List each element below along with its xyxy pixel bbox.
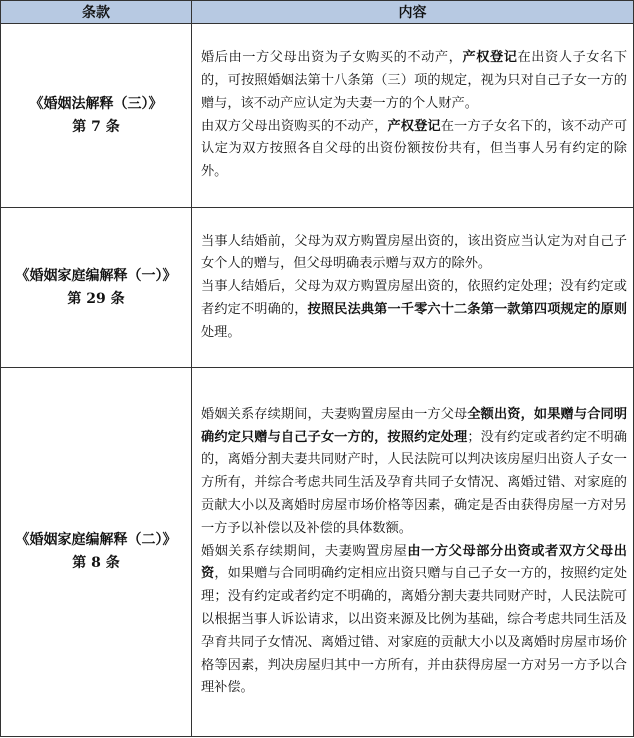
paragraph-text: 处理。 — [201, 324, 241, 340]
content-cell — [192, 24, 634, 208]
header-clause: 条款 — [1, 1, 192, 24]
emphasis-text: 产权登记 — [462, 50, 518, 66]
paragraph-text: ；没有约定或者约定不明确的，离婚分割夫妻共同财产时，人民法院可以判决该房屋归出资人子女一方所有，并综合考虑共同生活及孕育共同子女情况、离婚过错、对家庭的贡献大小以及离婚时房屋市场价格等因素，确定是否由获得房屋一方对另一方予以补偿以及补偿的具体数额。 — [201, 429, 628, 536]
content-cell — [192, 208, 634, 368]
content-paragraph — [201, 404, 627, 541]
paragraph-text: 婚姻关系存续期间，夫妻购置房屋由一方父母 — [201, 406, 468, 422]
paragraph-text: 婚后由一方父母出资为子女购买的不动产， — [201, 50, 463, 66]
emphasis-text: 由一方父母部分出资或者双方父母出资 — [201, 543, 627, 582]
clause-cell — [1, 208, 192, 368]
emphasis-text: 产权登记 — [387, 118, 441, 134]
paragraph-text: ，如果赠与合同明确约定相应出资只赠与自己子女一方的，按照约定处理；没有约定或者约定不明确的，离婚分割夫妻共同财产时，人民法院可以根据当事人诉讼请求，以出资来源及比例为基础，综合考虑共同生活及孕育共同子女情况、离婚过错、对家庭的贡献大小以及离婚时房屋市场价格等因素，判决房屋归其中一方所有，并由获得房屋一方对另一方予以合理补偿。 — [201, 566, 628, 696]
clause-name: 《婚姻家庭编解释（一）》 — [15, 267, 177, 284]
paragraph-text: 在出资人子女名下的，可按照婚姻法第十八条第（三）项的规定，视为只对自己子女一方的赠与，该不动产应认定为夫妻一方的个人财产。 — [201, 50, 628, 111]
content-cell — [192, 368, 634, 737]
emphasis-text: 按照民法典第一千零六十二条第一款第四项规定的原则 — [307, 301, 628, 317]
table-row — [1, 24, 634, 208]
paragraph-text: 当事人结婚前，父母为双方购置房屋出资的，该出资应当认定为对自己子女个人的赠与，但父母明确表示赠与双方的除外。 — [201, 233, 627, 272]
header-row — [1, 1, 634, 24]
paragraph-text: 由双方父母出资购买的不动产， — [201, 118, 388, 134]
content-paragraph — [201, 231, 627, 277]
clause-article: 第 29 条 — [67, 290, 125, 307]
content-paragraph — [201, 276, 627, 344]
content-paragraph — [201, 116, 627, 184]
table-row — [1, 368, 634, 737]
clause-article: 第 8 条 — [72, 555, 120, 571]
header-content: 内容 — [192, 1, 634, 24]
content-paragraph — [201, 47, 627, 115]
table-row — [1, 208, 634, 368]
content-paragraph — [201, 541, 627, 701]
clause-cell — [1, 368, 192, 737]
clause-name: 《婚姻法解释（三）》 — [29, 95, 163, 112]
paragraph-text: 婚姻关系存续期间，夫妻购置房屋 — [201, 543, 408, 559]
clause-article: 第 7 条 — [72, 118, 120, 135]
emphasis-text: 全额出资，如果赠与合同明确约定只赠与自己子女一方的，按照约定处理 — [201, 406, 628, 445]
clause-name: 《婚姻家庭编解释（二）》 — [15, 532, 177, 548]
clause-cell — [1, 24, 192, 208]
paragraph-text: 在一方子女名下的，该不动产可认定为双方按照各自父母的出资份额按份共有，但当事人另有约定的除外。 — [201, 118, 628, 180]
paragraph-text: 当事人结婚后，父母为双方购置房屋出资的，依照约定处理；没有约定或者约定不明确的， — [201, 279, 627, 317]
